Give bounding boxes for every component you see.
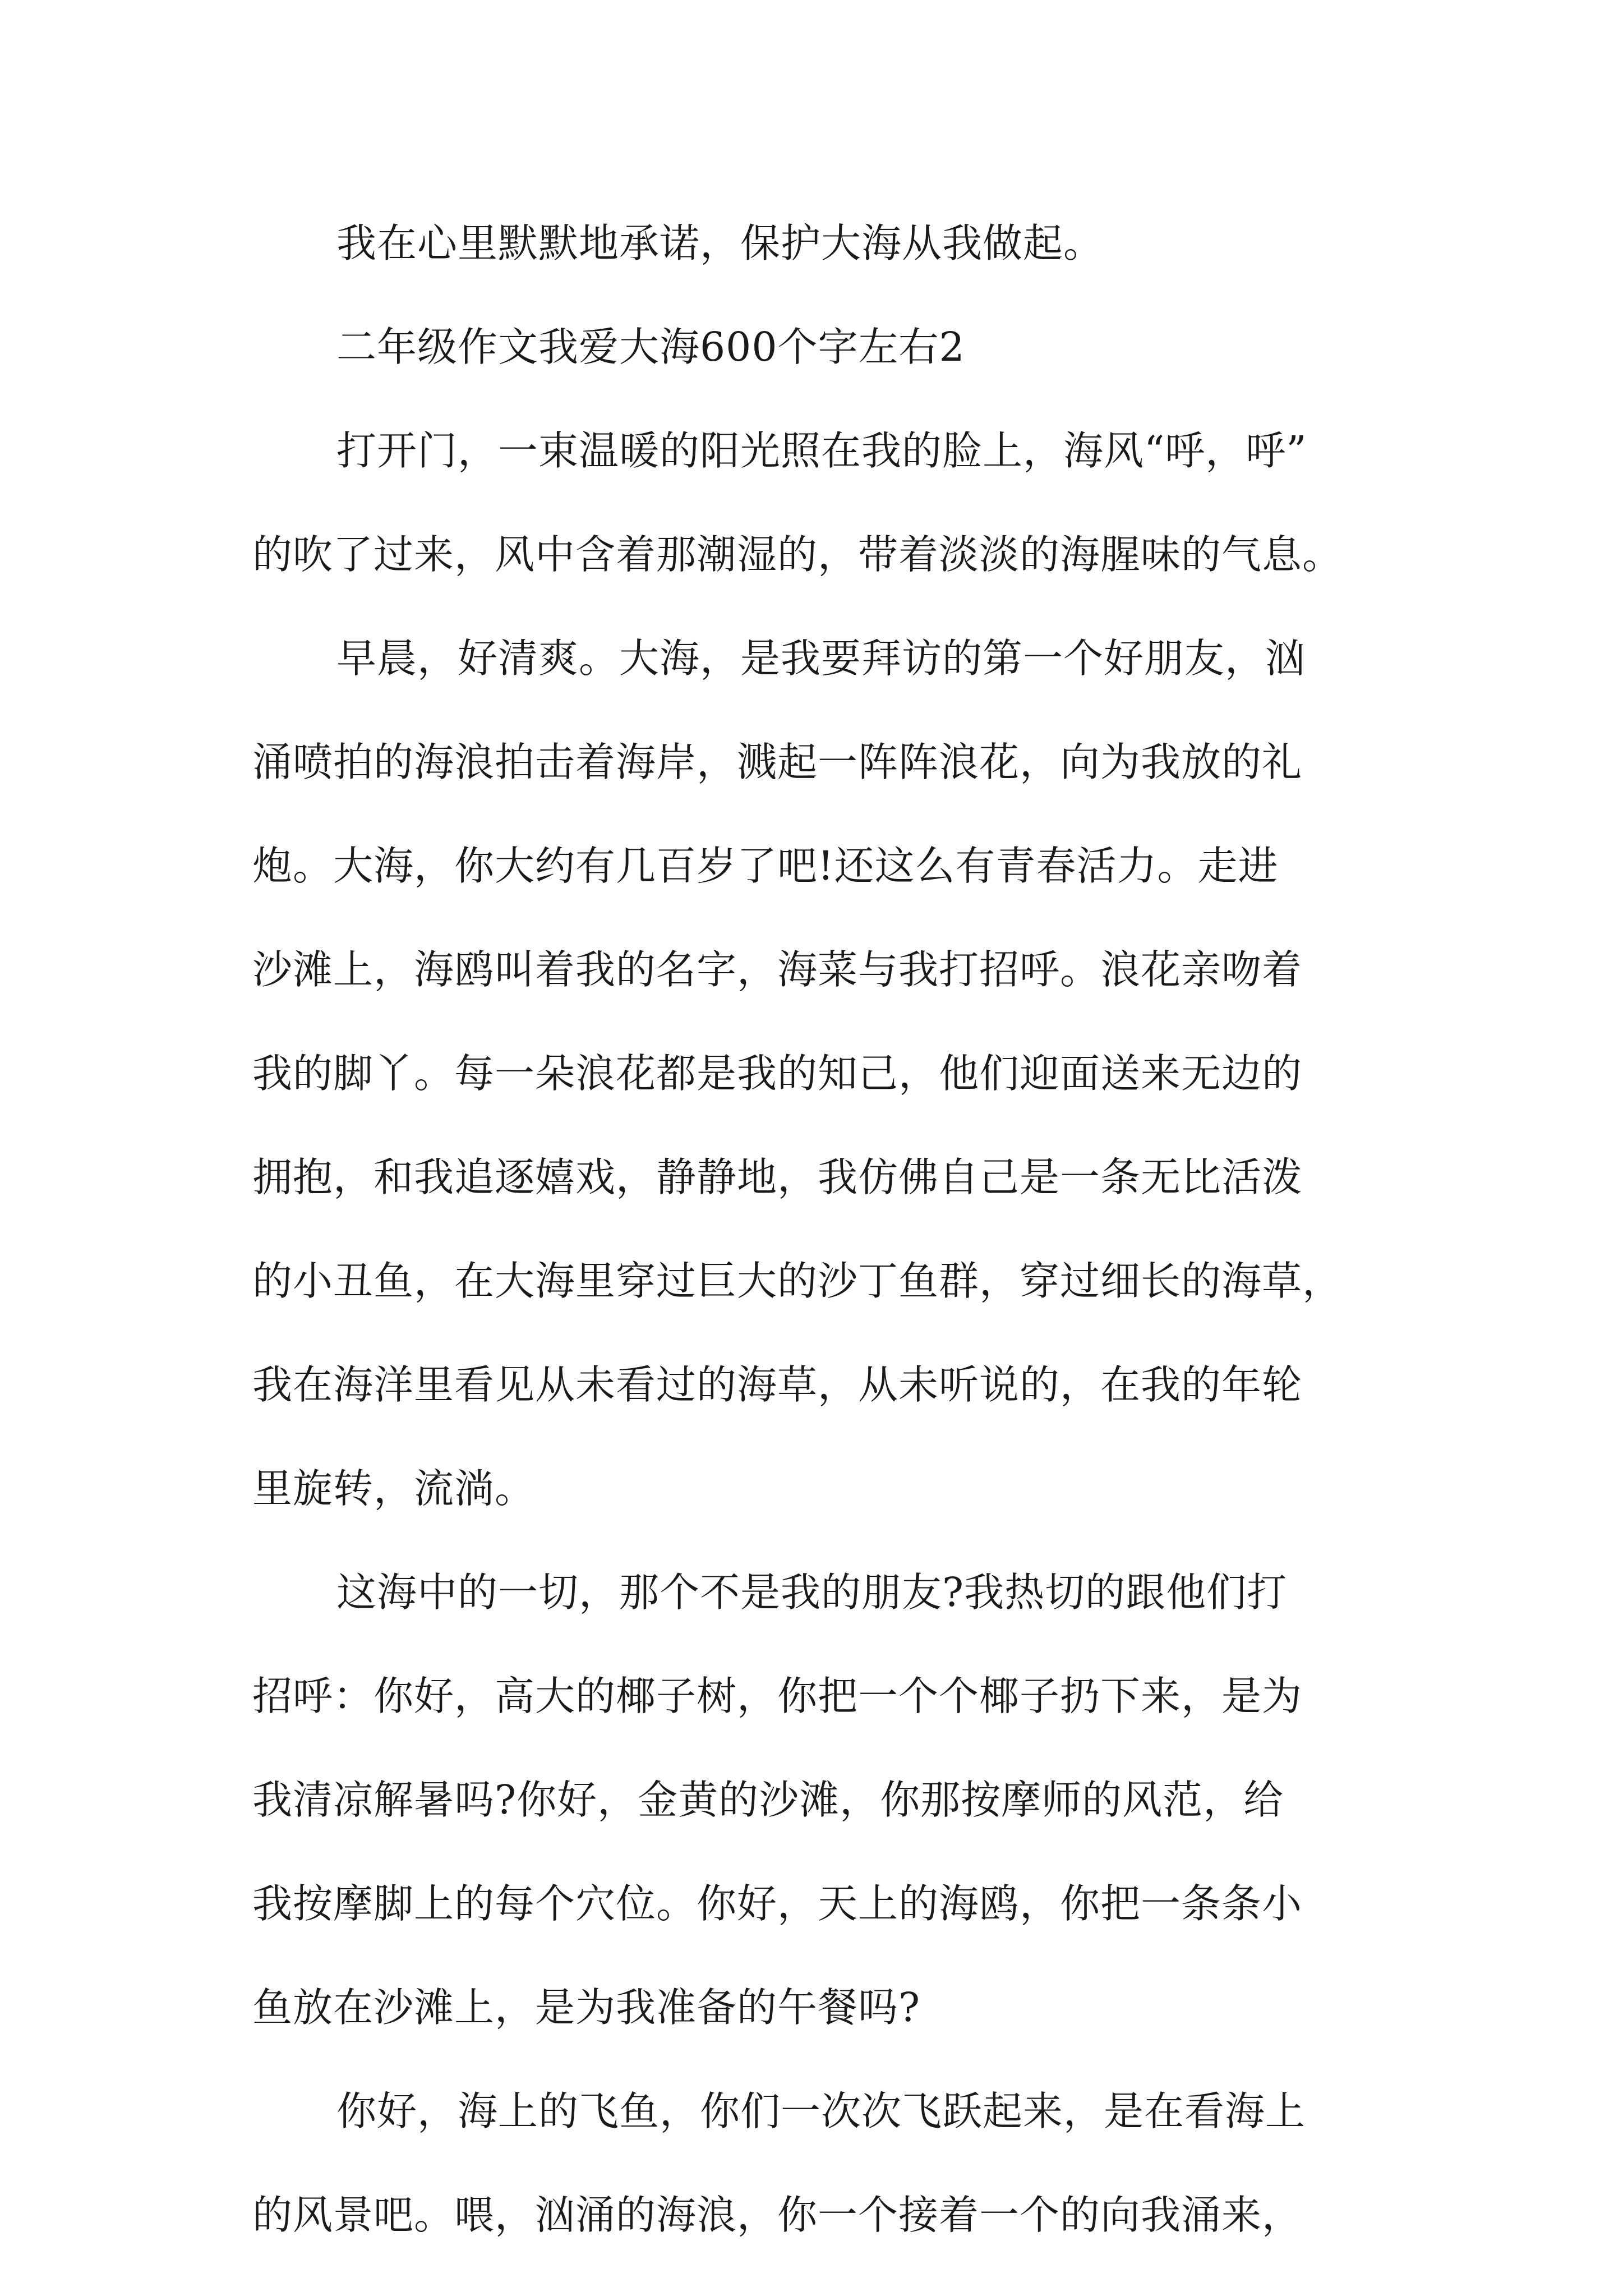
text-line-1: 我在心里默默地承诺，保护大海从我做起。	[336, 220, 1104, 266]
text-line-16: 我清凉解暑吗?你好，金黄的沙滩，你那按摩师的风范，给	[252, 1777, 1284, 1823]
text-line-9: 我的脚丫。每一朵浪花都是我的知己，他们迎面送来无边的	[252, 1050, 1303, 1097]
text-line-4: 的吹了过来，风中含着那潮湿的，带着淡淡的海腥味的气息。	[252, 531, 1343, 578]
text-line-17: 我按摩脚上的每个穴位。你好，天上的海鸥，你把一条条小	[252, 1880, 1303, 1927]
text-line-10: 拥抱，和我追逐嬉戏，静静地，我仿佛自己是一条无比活泼	[252, 1154, 1303, 1200]
text-line-11: 的小丑鱼，在大海里穿过巨大的沙丁鱼群，穿过细长的海草，	[252, 1258, 1343, 1304]
text-line-20: 的风景吧。喂，汹涌的海浪，你一个接着一个的向我涌来，	[252, 2192, 1303, 2238]
text-line-8: 沙滩上，海鸥叫着我的名字，海菜与我打招呼。浪花亲吻着	[252, 946, 1303, 993]
text-line-2-essay-title: 二年级作文我爱大海600个字左右2	[336, 324, 965, 370]
text-line-6: 涌喷拍的海浪拍击着海岸，溅起一阵阵浪花，向为我放的礼	[252, 739, 1303, 785]
text-line-5: 早晨，好清爽。大海，是我要拜访的第一个好朋友，汹	[336, 635, 1306, 682]
text-line-3: 打开门，一束温暖的阳光照在我的脸上，海风“呼，呼”	[336, 427, 1307, 474]
text-line-12: 我在海洋里看见从未看过的海草，从未听说的，在我的年轮	[252, 1361, 1303, 1408]
text-line-14: 这海中的一切，那个不是我的朋友?我热切的跟他们打	[336, 1569, 1288, 1616]
text-line-19: 你好，海上的飞鱼，你们一次次飞跃起来，是在看海上	[336, 2088, 1306, 2134]
text-line-13: 里旋转，流淌。	[252, 1465, 536, 1512]
text-line-7: 炮。大海，你大约有几百岁了吧!还这么有青春活力。走进	[252, 843, 1279, 889]
text-line-18: 鱼放在沙滩上，是为我准备的午餐吗?	[252, 1984, 921, 2031]
text-line-15: 招呼：你好，高大的椰子树，你把一个个椰子扔下来，是为	[252, 1673, 1303, 1719]
